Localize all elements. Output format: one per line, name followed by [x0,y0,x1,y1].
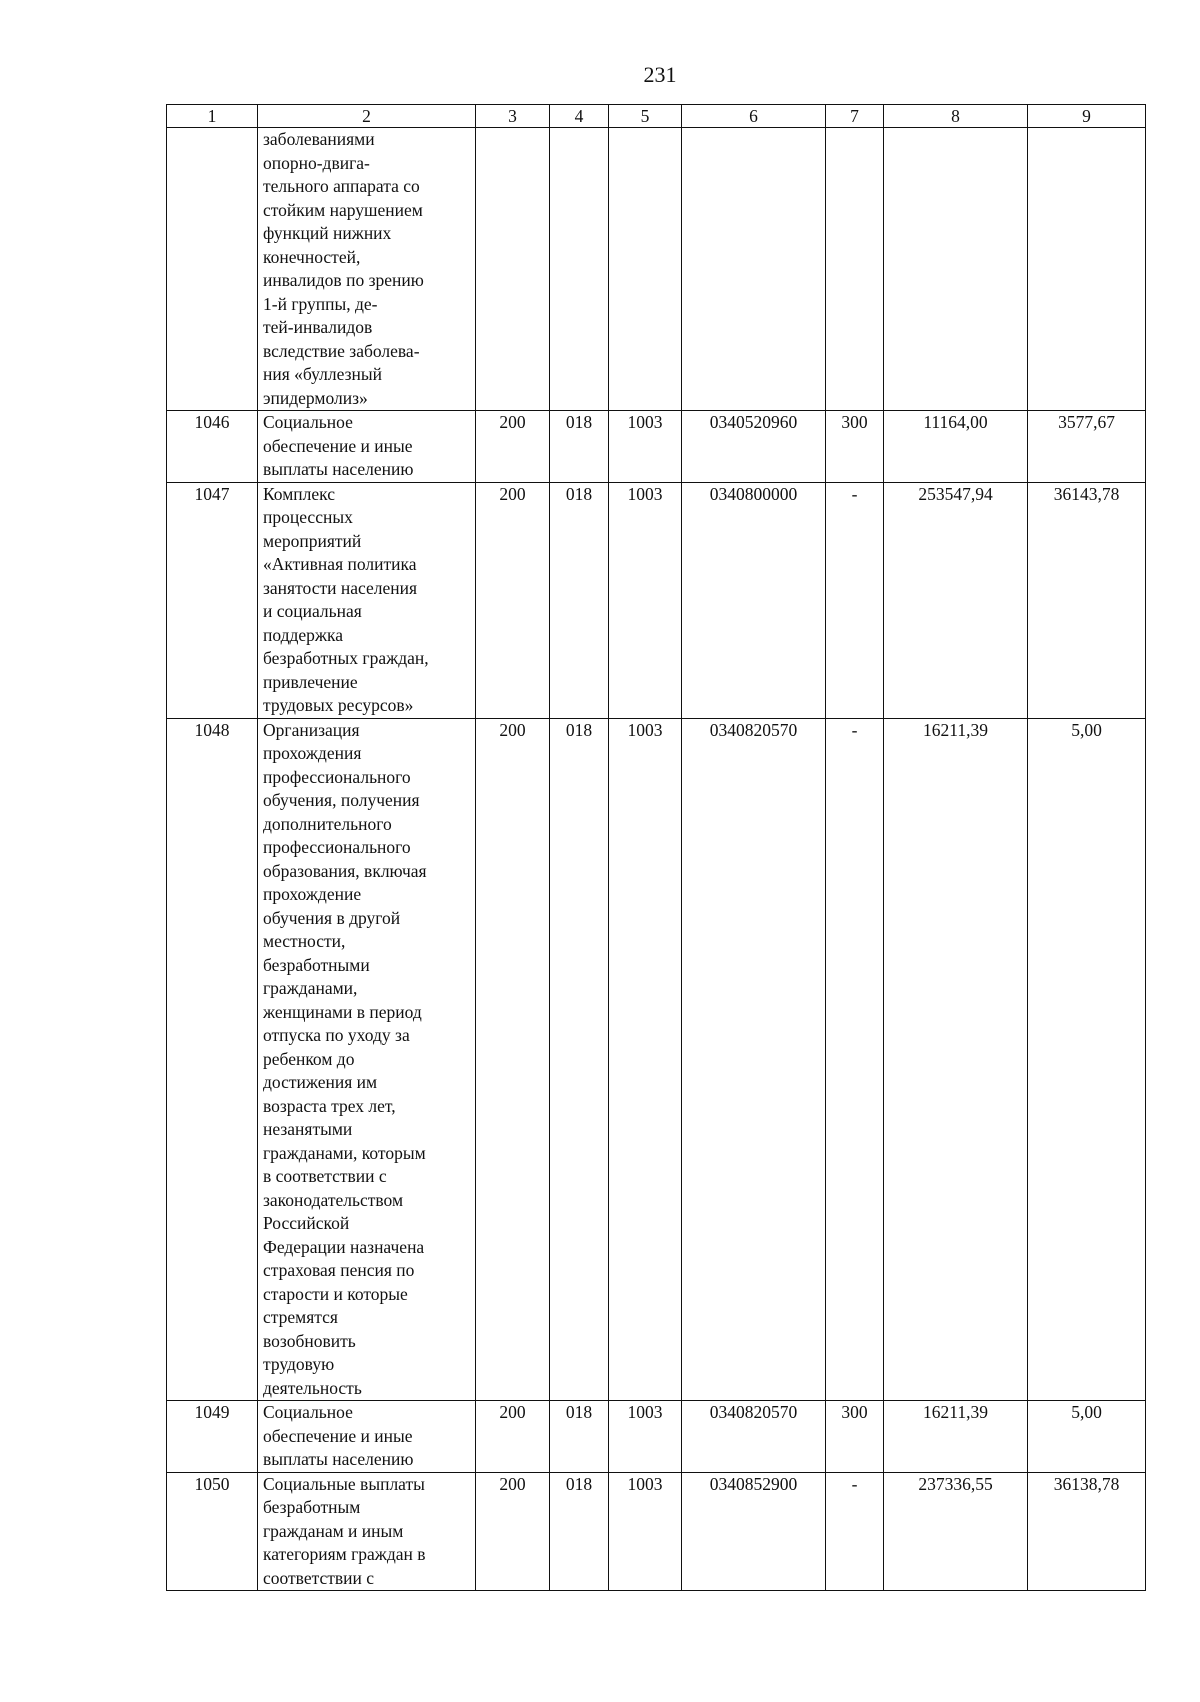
item-name-line: процессных [263,507,353,527]
item-name-line: выплаты населению [263,1449,414,1469]
item-name-line: эпидермолиз» [263,387,368,408]
item-name-line: Федерации назначена [263,1236,425,1257]
column-6-cell: 0340800000 [682,482,826,718]
item-name-line: соответствии с [263,1567,375,1588]
item-name-cell [258,411,476,483]
item-name-line: конечностей, [263,246,361,267]
column-8-cell: 16211,39 [884,1401,1028,1473]
column-6-cell: 0340852900 [682,1472,826,1591]
item-name-line: вследствие заболева- [263,340,420,361]
column-5-cell: 1003 [609,1401,682,1473]
table-row [167,1472,1146,1591]
column-8-cell: 253547,94 [884,482,1028,718]
item-name-line: профессионального [263,837,411,857]
budget-table [166,104,1146,1591]
column-6-cell [682,128,826,411]
column-7-cell: 300 [826,411,884,483]
item-name-line: деятельность [263,1377,362,1398]
column-9-cell: 3577,67 [1028,411,1146,483]
item-name-line: 1-й группы, де- [263,293,378,314]
item-name-line: Организация [263,719,360,740]
item-name-line: стойким нарушением [263,199,423,220]
item-name-line: гражданами, [263,978,358,998]
column-3-cell: 200 [476,482,550,718]
item-name-line: Социальное [263,1402,353,1422]
row-number-cell: 1046 [167,411,258,483]
item-name-line: ния «буллезный [263,364,382,384]
column-4-cell: 018 [550,482,609,718]
row-number-cell: 1049 [167,1401,258,1473]
item-name-cell [258,1472,476,1591]
column-3-cell [476,128,550,411]
column-5-cell: 1003 [609,411,682,483]
item-name-line: возобновить [263,1330,356,1351]
table-row [167,411,1146,483]
column-7-cell: - [826,718,884,1401]
column-5-cell [609,128,682,411]
column-header-2: 2 [258,105,476,128]
item-name-line: стремятся [263,1307,338,1327]
item-name-line: обеспечение и иные [263,435,413,456]
item-name-cell [258,1401,476,1473]
item-name-line: поддержка [263,624,344,645]
item-name-line: гражданами, которым [263,1142,426,1163]
item-name-line: местности, [263,931,346,951]
column-7-cell: - [826,482,884,718]
column-5-cell: 1003 [609,482,682,718]
column-8-cell: 11164,00 [884,411,1028,483]
table-body [167,128,1146,1591]
item-name-line: занятости населения [263,577,418,598]
column-9-cell [1028,128,1146,411]
item-name-line: обучения, получения [263,790,420,810]
column-6-cell: 0340520960 [682,411,826,483]
column-7-cell: - [826,1472,884,1591]
item-name-line: заболеваниями [263,129,375,149]
column-8-cell: 237336,55 [884,1472,1028,1591]
item-name-line: законодательством [263,1189,404,1210]
item-name-line: обучения в другой [263,907,401,928]
table-row [167,718,1146,1401]
item-name-line: трудовых ресурсов» [263,695,414,715]
column-3-cell: 200 [476,1472,550,1591]
column-header-8: 8 [884,105,1028,128]
column-9-cell: 36138,78 [1028,1472,1146,1591]
item-name-line: Комплекс [263,483,335,504]
table-row [167,482,1146,718]
column-9-cell: 5,00 [1028,1401,1146,1473]
item-name-line: отпуска по уходу за [263,1025,410,1045]
item-name-line: прохождение [263,884,362,904]
item-name-cell [258,718,476,1401]
table-header [167,105,1146,128]
column-4-cell: 018 [550,411,609,483]
column-5-cell: 1003 [609,718,682,1401]
item-name-line: безработных граждан, [263,648,429,668]
column-header-6: 6 [682,105,826,128]
item-name-cell [258,128,476,411]
header-row [167,105,1146,128]
column-6-cell: 0340820570 [682,718,826,1401]
column-8-cell [884,128,1028,411]
column-8-cell: 16211,39 [884,718,1028,1401]
row-number-cell: 1048 [167,718,258,1401]
item-name-line: дополнительного [263,813,392,834]
item-name-line: безработным [263,1497,361,1517]
column-4-cell: 018 [550,1401,609,1473]
item-name-line: страховая пенсия по [263,1260,415,1280]
column-header-7: 7 [826,105,884,128]
item-name-line: мероприятий [263,530,362,551]
item-name-line: Социальные выплаты [263,1473,425,1494]
item-name-line: Российской [263,1213,350,1233]
item-name-line: ребенком до [263,1048,355,1069]
column-7-cell [826,128,884,411]
item-name-line: «Активная политика [263,554,417,574]
item-name-line: тей-инвалидов [263,317,373,337]
item-name-line: функций нижних [263,223,392,243]
column-header-3: 3 [476,105,550,128]
item-name-line: опорно-двига- [263,152,370,173]
item-name-line: категориям граждан в [263,1544,426,1564]
row-number-cell: 1050 [167,1472,258,1591]
column-header-4: 4 [550,105,609,128]
row-number-cell: 1047 [167,482,258,718]
item-name-line: тельного аппарата со [263,176,420,196]
item-name-cell [258,482,476,718]
item-name-line: трудовую [263,1354,335,1374]
column-9-cell: 36143,78 [1028,482,1146,718]
column-header-5: 5 [609,105,682,128]
column-header-1: 1 [167,105,258,128]
column-3-cell: 200 [476,1401,550,1473]
item-name-line: выплаты населению [263,459,414,479]
item-name-line: в соответствии с [263,1166,387,1186]
column-4-cell: 018 [550,718,609,1401]
item-name-line: безработными [263,954,370,975]
column-header-9: 9 [1028,105,1146,128]
item-name-line: инвалидов по зрению [263,270,424,290]
column-3-cell: 200 [476,411,550,483]
item-name-line: и социальная [263,601,362,621]
item-name-line: образования, включая [263,860,427,881]
item-name-line: женщинами в период [263,1001,422,1022]
table-row [167,128,1146,411]
column-7-cell: 300 [826,1401,884,1473]
item-name-line: Социальное [263,412,353,432]
page-number: 231 [643,62,677,87]
column-6-cell: 0340820570 [682,1401,826,1473]
item-name-line: гражданам и иным [263,1520,404,1541]
item-name-line: профессионального [263,766,411,787]
item-name-line: прохождения [263,743,362,763]
table-row [167,1401,1146,1473]
item-name-line: незанятыми [263,1119,353,1139]
column-9-cell: 5,00 [1028,718,1146,1401]
column-3-cell: 200 [476,718,550,1401]
item-name-line: возраста трех лет, [263,1095,396,1116]
item-name-line: достижения им [263,1072,378,1092]
item-name-line: старости и которые [263,1283,408,1304]
column-4-cell [550,128,609,411]
item-name-line: привлечение [263,671,358,692]
column-4-cell: 018 [550,1472,609,1591]
item-name-line: обеспечение и иные [263,1425,413,1446]
column-5-cell: 1003 [609,1472,682,1591]
row-number-cell [167,128,258,411]
